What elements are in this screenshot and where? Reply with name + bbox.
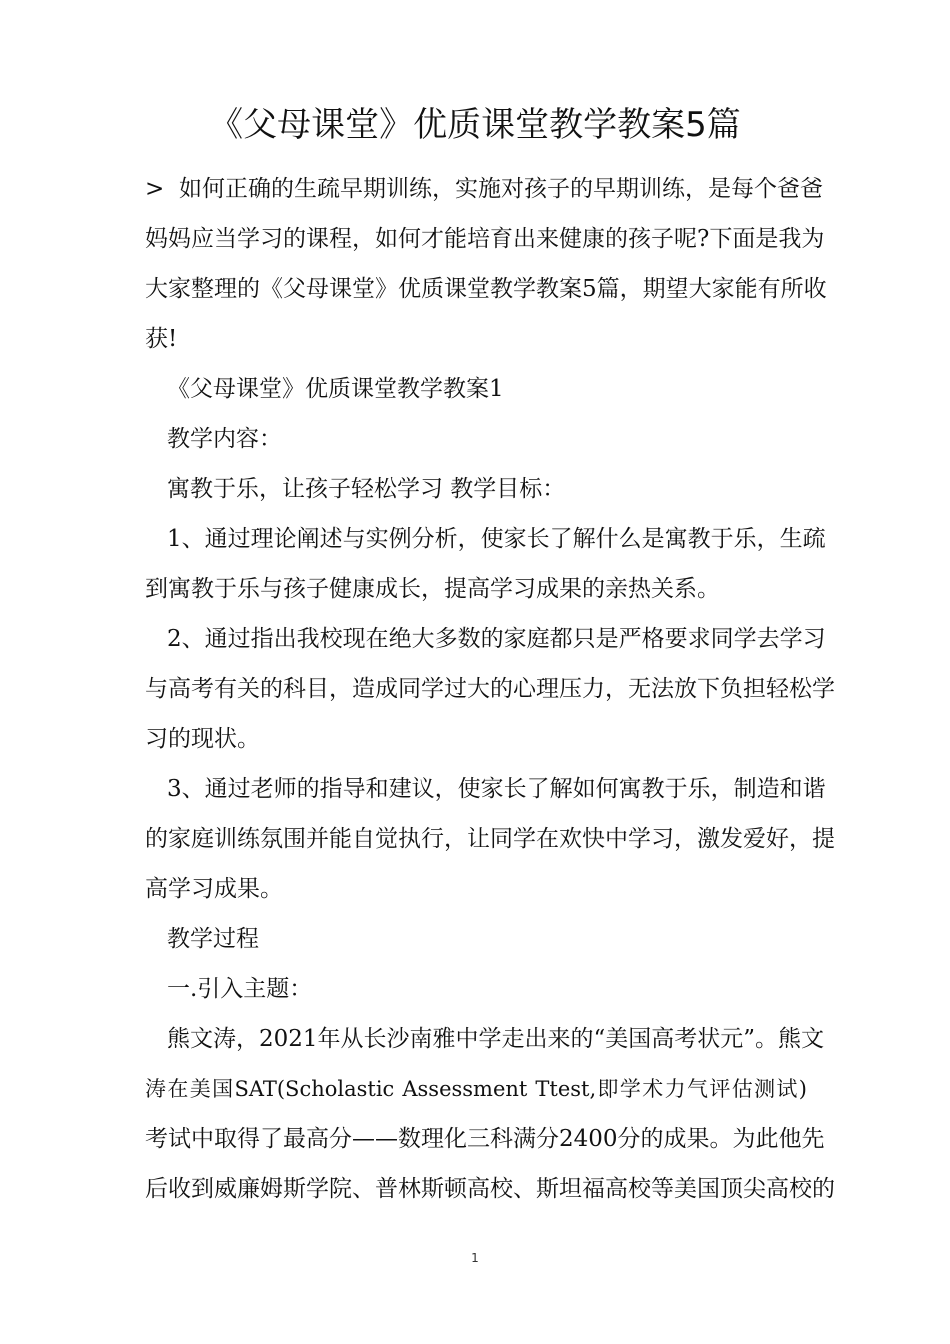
- section-heading: 《父母课堂》优质课堂教学教案1: [167, 376, 504, 402]
- topic-heading: 一.引入主题：: [167, 976, 313, 1002]
- content-line: 寓教于乐，让孩子轻松学习 教学目标：: [167, 476, 566, 502]
- process-heading: 教学过程: [167, 926, 259, 952]
- story-line-3: 考试中取得了最高分——数理化三科满分2400分的成果。为此他先: [145, 1126, 825, 1152]
- goal2-line-2: 与高考有关的科目，造成同学过大的心理压力，无法放下负担轻松学: [145, 676, 835, 702]
- page-number: 1: [471, 1251, 479, 1265]
- intro-line-1: > 如何正确的生疏早期训练，实施对孩子的早期训练，是每个爸爸: [145, 176, 823, 202]
- story-line-1: 熊文涛，2021年从长沙南雅中学走出来的“美国高考状元”。熊文: [167, 1026, 825, 1052]
- goal2-line-3: 习的现状。: [145, 726, 260, 752]
- document-title: 《父母课堂》优质课堂教学教案5篇: [209, 105, 741, 145]
- goal1-line-2: 到寓教于乐与孩子健康成长，提高学习成果的亲热关系。: [145, 576, 720, 602]
- content-label: 教学内容：: [167, 426, 282, 452]
- intro-line-2: 妈妈应当学习的课程，如何才能培育出来健康的孩子呢?下面是我为: [145, 226, 825, 252]
- intro-line-3: 大家整理的《父母课堂》优质课堂教学教案5篇，期望大家能有所收: [145, 276, 827, 302]
- goal1-line-1: 1、通过理论阐述与实例分析，使家长了解什么是寓教于乐，生疏: [167, 526, 826, 552]
- goal3-line-1: 3、通过老师的指导和建议，使家长了解如何寓教于乐，制造和谐: [167, 776, 826, 802]
- bullet-arrow-icon: >: [145, 176, 165, 202]
- goal3-line-3: 高学习成果。: [145, 876, 283, 902]
- story-line-4: 后收到威廉姆斯学院、普林斯顿高校、斯坦福高校等美国顶尖高校的: [145, 1176, 835, 1202]
- intro-line-4: 获!: [145, 326, 178, 352]
- goal3-line-2: 的家庭训练氛围并能自觉执行，让同学在欢快中学习，激发爱好，提: [145, 826, 835, 852]
- story-line-2: 涛在美国SAT(Scholastic Assessment Ttest,即学术力气评估测试): [145, 1077, 807, 1101]
- goal2-line-1: 2、通过指出我校现在绝大多数的家庭都只是严格要求同学去学习: [167, 626, 826, 652]
